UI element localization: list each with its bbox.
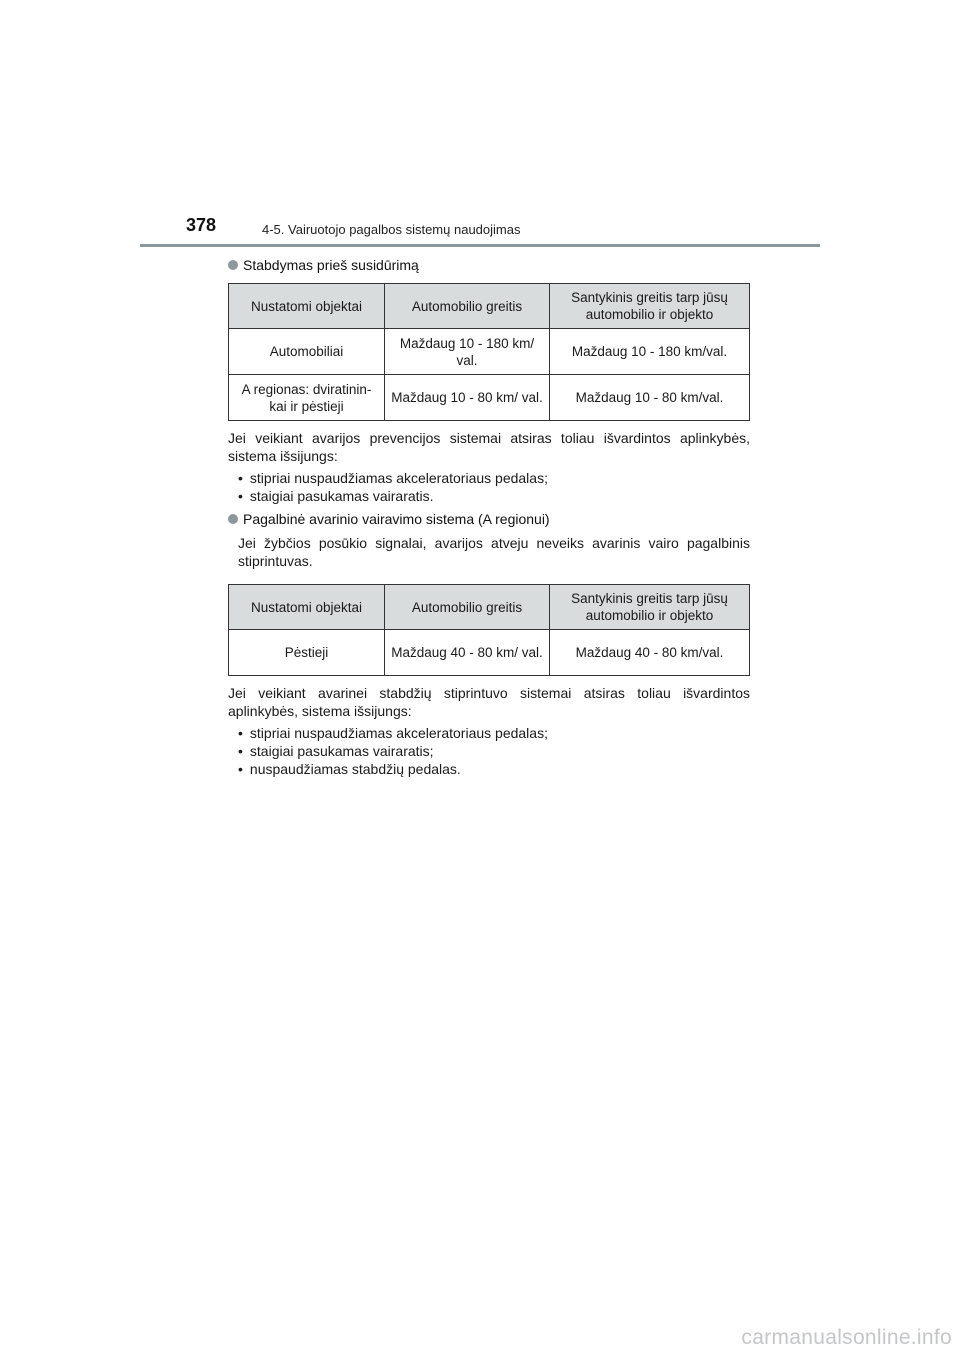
list-item: • stipriai nuspaudžiamas akceleratoriaus pedalas; (238, 469, 750, 487)
table-cell: Maždaug 10 - 80 km/ val. (385, 375, 550, 421)
page-content (228, 256, 750, 778)
header-divider (140, 244, 820, 247)
table-cell: Maždaug 10 - 180 km/ val. (385, 329, 550, 375)
section-heading-collision-braking (228, 256, 750, 274)
list-item: • nuspaudžiamas stabdžių pedalas. (238, 760, 750, 778)
table-cell: A regionas: dviratinin- kai ir pėstieji (229, 375, 385, 421)
table-header-cell: Santykinis greitis tarp jūsų automobilio ir objekto (550, 585, 750, 630)
section-heading-brake-assist (228, 510, 750, 528)
table-header-cell: Nustatomi objektai (229, 585, 385, 630)
table-row (229, 375, 750, 421)
table-cell: Automobiliai (229, 329, 385, 375)
paragraph: Jei veikiant avarijos prevencijos sistemai atsiras toliau išvardintos aplinkybės, sistema išsijungs: (228, 430, 750, 464)
table-header-cell: Nustatomi objektai (229, 284, 385, 329)
bullet-circle-icon (228, 260, 238, 270)
table-header-cell: Automobilio greitis (385, 585, 550, 630)
table-cell: Maždaug 10 - 80 km/val. (550, 375, 750, 421)
table-header-cell: Santykinis greitis tarp jūsų automobilio ir objekto (550, 284, 750, 329)
list-item: • staigiai pasukamas vairaratis; (238, 742, 750, 760)
table-cell: Maždaug 40 - 80 km/ val. (385, 630, 550, 676)
table-header-row (229, 284, 750, 329)
table-row (229, 630, 750, 676)
section-title: 4-5. Vairuotojo pagalbos sistemų naudojimas (262, 222, 521, 237)
bullet-list (238, 724, 750, 778)
table-cell: Pėstieji (229, 630, 385, 676)
paragraph: Jei žybčios posūkio signalai, avarijos atveju neveiks avarinis vairo pagalbinis stiprintuvas. (238, 535, 750, 569)
watermark: carmanualsonline.info (741, 1326, 952, 1349)
bullet-list (238, 469, 750, 505)
detection-table-1 (228, 283, 750, 421)
section-heading-text: Stabdymas prieš susidūrimą (243, 257, 419, 273)
detection-table-2 (228, 584, 750, 676)
list-item: • staigiai pasukamas vairaratis. (238, 487, 750, 505)
table-cell: Maždaug 40 - 80 km/val. (550, 630, 750, 676)
section-heading-text: Pagalbinė avarinio vairavimo sistema (A regionui) (243, 511, 550, 527)
page-number: 378 (186, 215, 217, 235)
bullet-circle-icon (228, 514, 238, 524)
table-header-row (229, 585, 750, 630)
table-row (229, 329, 750, 375)
table-header-cell: Automobilio greitis (385, 284, 550, 329)
table-cell: Maždaug 10 - 180 km/val. (550, 329, 750, 375)
list-item: • stipriai nuspaudžiamas akceleratoriaus pedalas; (238, 724, 750, 742)
paragraph: Jei veikiant avarinei stabdžių stiprintuvo sistemai atsiras toliau išvardintos aplinkybės, sistema išsijungs: (228, 685, 750, 719)
